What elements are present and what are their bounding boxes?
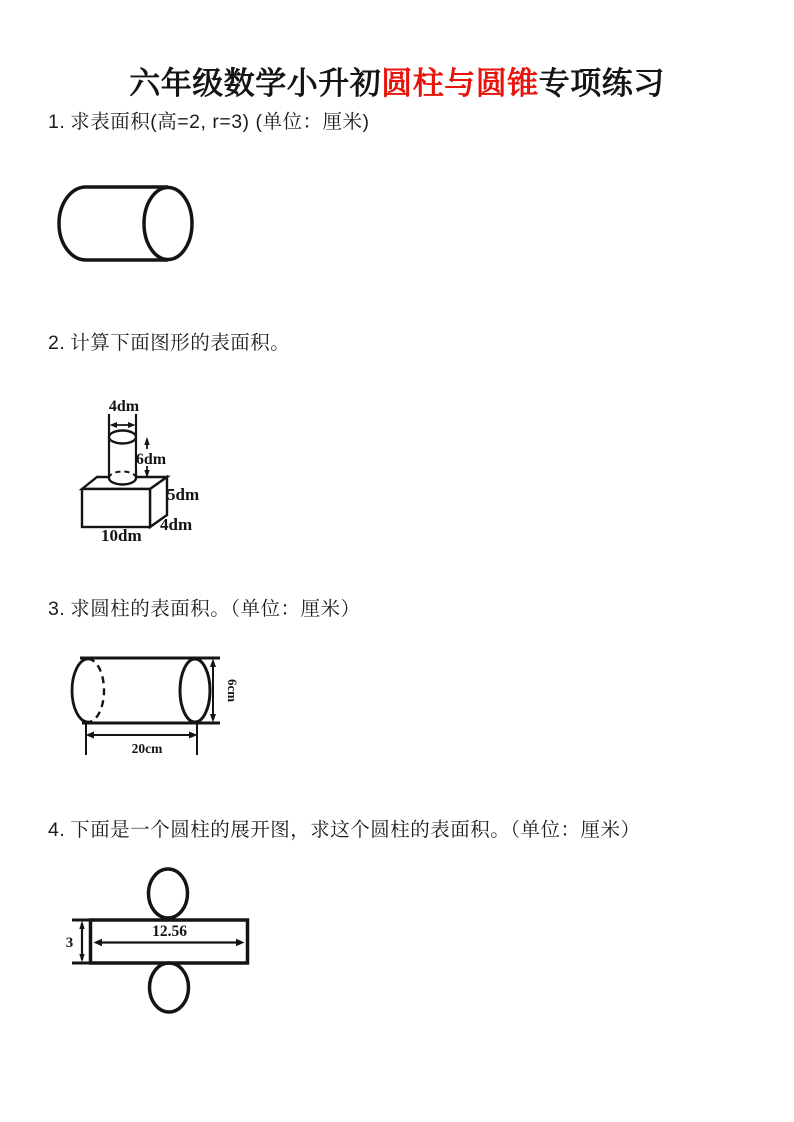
dimension-cylinder-height xyxy=(136,437,167,478)
problem-3-number: 3. xyxy=(48,598,66,620)
problem-3-text xyxy=(48,593,361,621)
problem-4-number: 4. xyxy=(48,819,66,841)
problem-1-statement: 求表面积(高=2, r=3) (单位：厘米) xyxy=(70,111,370,133)
figure-2-cylinder-on-box xyxy=(60,393,220,551)
title-highlight: 圆柱与圆锥 xyxy=(381,66,539,101)
box-front-face xyxy=(82,489,150,527)
dimension-height xyxy=(66,921,85,962)
cylinder-right-face xyxy=(144,188,192,260)
dimension-length xyxy=(86,723,198,756)
cylinder-body xyxy=(59,187,192,260)
box-height-label: 5dm xyxy=(167,485,200,504)
net-bottom-circle xyxy=(150,963,189,1012)
problem-3-statement: 求圆柱的表面积。（单位：厘米） xyxy=(70,598,361,620)
problem-2-text xyxy=(48,327,290,355)
figure-3-horizontal-cylinder xyxy=(55,645,250,760)
problem-1-number: 1. xyxy=(48,111,66,133)
problem-1-text xyxy=(48,106,369,134)
dimension-diameter xyxy=(210,659,240,723)
cylinder-height-label: 6dm xyxy=(135,451,167,468)
problem-4-statement: 下面是一个圆柱的展开图，求这个圆柱的表面积。（单位：厘米） xyxy=(70,819,641,841)
cylinder-left-hidden-arc xyxy=(88,659,104,722)
diameter-label: 6cm xyxy=(225,678,240,703)
circumference-label: 12.56 xyxy=(152,923,187,940)
figure-1-cylinder xyxy=(55,176,205,271)
cylinder-left-front-arc xyxy=(72,659,88,722)
worksheet-title xyxy=(0,58,794,103)
dimension-circumference xyxy=(94,923,245,946)
problem-2-number: 2. xyxy=(48,332,66,354)
cylinder-top-face xyxy=(109,431,136,444)
cylinder-body xyxy=(72,658,220,723)
problem-2-statement: 计算下面图形的表面积。 xyxy=(70,332,291,354)
box-width-label: 10dm xyxy=(101,526,142,545)
net-top-circle xyxy=(149,869,188,918)
title-suffix: 专项练习 xyxy=(538,66,665,101)
problem-4-text xyxy=(48,814,641,842)
box-depth-label: 4dm xyxy=(160,515,193,534)
diameter-label: 4dm xyxy=(108,398,140,415)
title-prefix: 六年级数学小升初 xyxy=(129,66,382,101)
height-label: 3 xyxy=(65,935,74,951)
length-label: 20cm xyxy=(131,741,163,756)
figure-4-cylinder-net xyxy=(55,865,265,1015)
cylinder-right-face xyxy=(180,659,210,722)
